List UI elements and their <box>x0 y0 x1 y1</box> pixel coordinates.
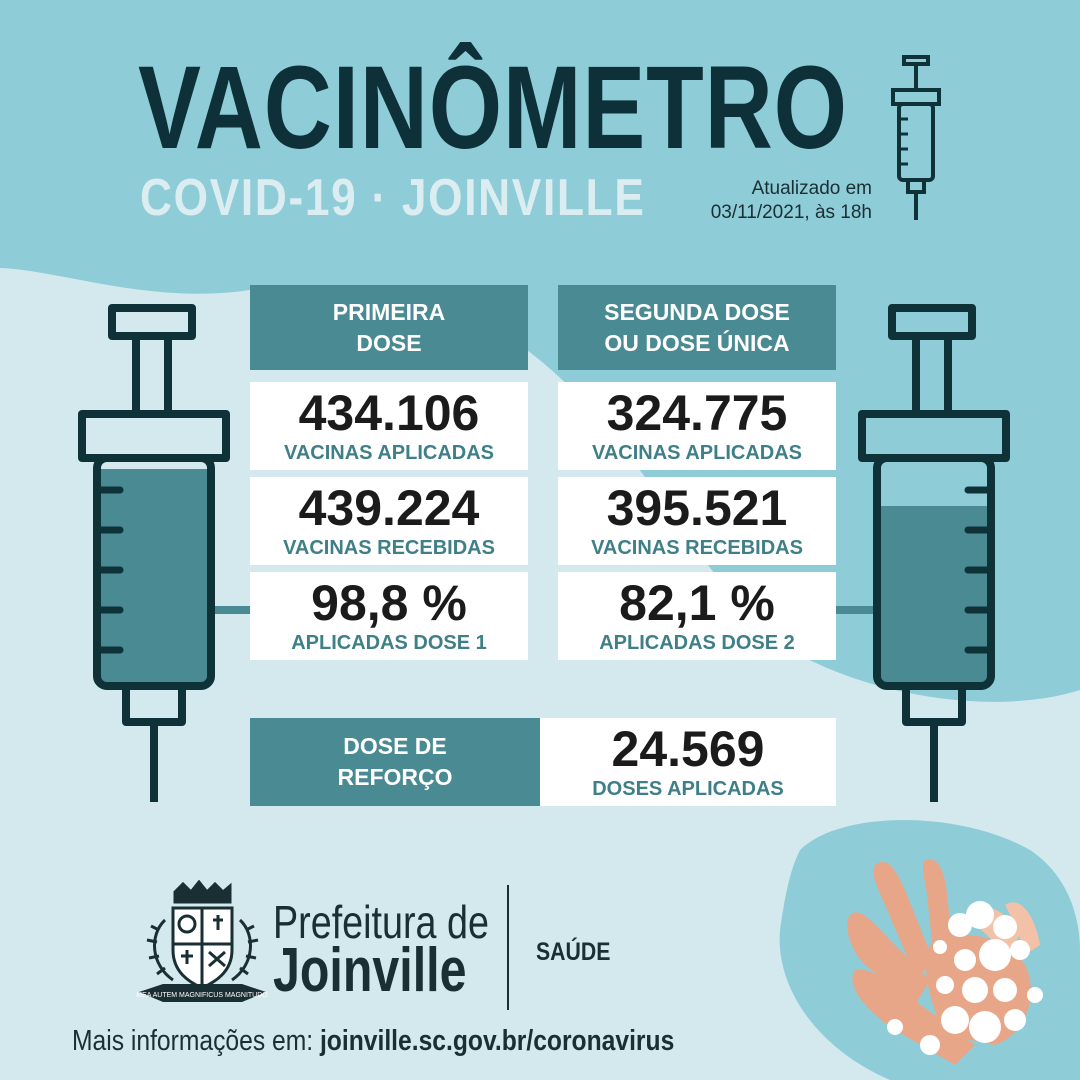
second-dose-applied-label: VACINAS APLICADAS <box>591 442 802 464</box>
page-title: VACINÔMETRO <box>138 42 848 174</box>
booster-header-line1: DOSE DE <box>343 733 447 759</box>
second-dose-received-label: VACINAS RECEBIDAS <box>591 537 803 559</box>
first-dose-header <box>250 285 528 370</box>
second-dose-percent-value: 82,1 % <box>619 575 775 631</box>
footer-info <box>72 1025 674 1058</box>
logo-motto: MEA AUTEM MAGNIFICUS MAGNITUDO <box>136 992 268 999</box>
department-label: SAÚDE <box>536 938 611 966</box>
footer-url[interactable]: joinville.sc.gov.br/coronavirus <box>319 1025 675 1057</box>
second-dose-header-line2: OU DOSE ÚNICA <box>604 329 790 356</box>
booster-header <box>250 718 540 806</box>
second-dose-header <box>558 285 836 370</box>
booster-value: 24.569 <box>611 721 765 777</box>
syringe-icon <box>888 54 944 224</box>
first-dose-applied-value: 434.106 <box>298 385 480 441</box>
second-dose-percent-label: APLICADAS DOSE 2 <box>599 632 795 654</box>
footer-prefix: Mais informações em: <box>72 1025 314 1057</box>
hand-washing-icon <box>835 855 1080 1080</box>
coat-of-arms-icon <box>135 880 270 1010</box>
second-dose-received-value: 395.521 <box>606 480 788 536</box>
logo-line1: Prefeitura de <box>273 896 489 948</box>
second-dose-received-card <box>558 477 836 565</box>
first-dose-percent-card <box>250 572 528 660</box>
first-dose-header-line1: PRIMEIRA <box>332 298 446 325</box>
second-dose-applied-value: 324.775 <box>606 385 788 441</box>
update-label: Atualizado em <box>751 178 872 199</box>
second-dose-header-line1: SEGUNDA DOSE <box>604 298 790 325</box>
first-dose-received-card <box>250 477 528 565</box>
second-dose-applied-card <box>558 382 836 470</box>
booster-card <box>540 718 836 806</box>
booster-label: DOSES APLICADAS <box>592 778 784 800</box>
booster-header-line2: REFORÇO <box>337 764 453 790</box>
first-dose-received-label: VACINAS RECEBIDAS <box>283 537 495 559</box>
first-dose-applied-card <box>250 382 528 470</box>
first-dose-percent-value: 98,8 % <box>311 575 467 631</box>
first-dose-received-value: 439.224 <box>298 480 480 536</box>
first-dose-percent-label: APLICADAS DOSE 1 <box>291 632 487 654</box>
first-dose-header-line2: DOSE <box>356 329 422 356</box>
logo-divider <box>507 885 509 1010</box>
first-dose-applied-label: VACINAS APLICADAS <box>283 442 494 464</box>
update-timestamp <box>632 177 872 225</box>
logo-line2: Joinville <box>273 936 467 1005</box>
syringe-icon <box>76 300 232 810</box>
page-subtitle: COVID-19 · JOINVILLE <box>140 169 646 227</box>
update-date: 03/11/2021, às 18h <box>710 202 872 223</box>
second-dose-percent-card <box>558 572 836 660</box>
syringe-icon <box>856 300 1012 810</box>
